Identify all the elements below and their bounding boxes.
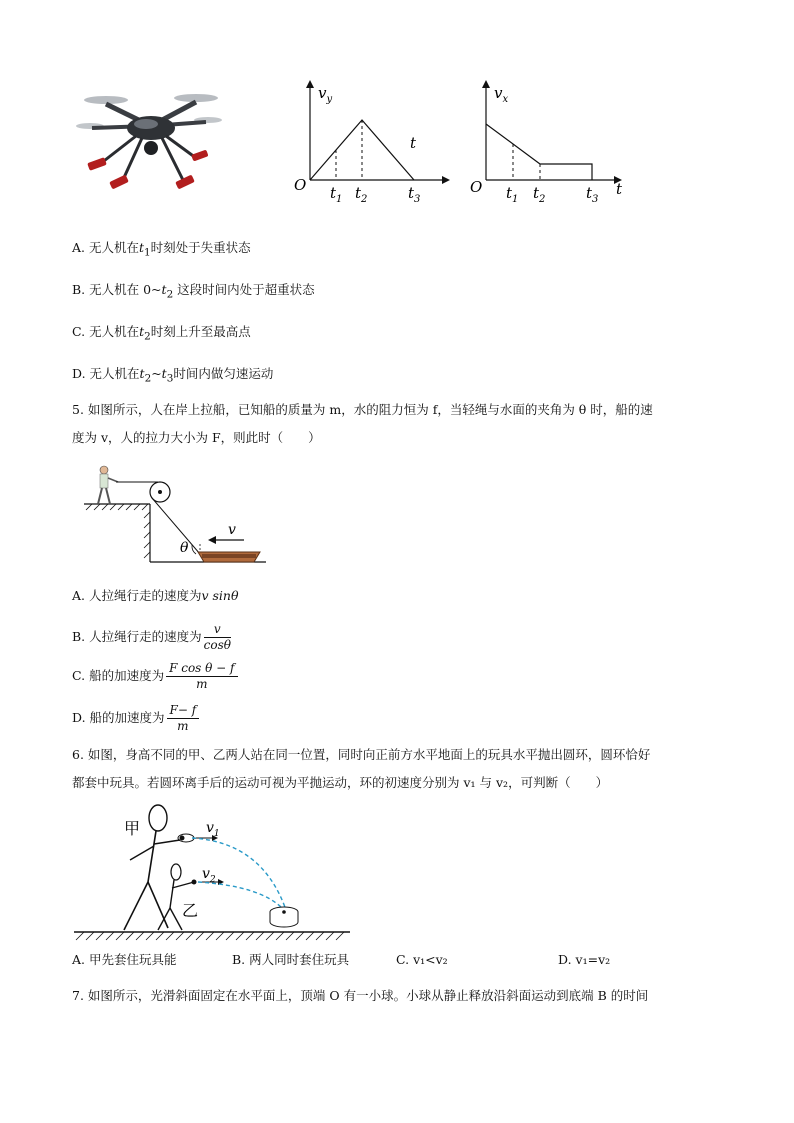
vy-tick-t2: $t_2$ bbox=[355, 184, 368, 205]
q5-figure bbox=[80, 458, 270, 574]
q5-option-c: C. 船的加速度为 $\frac{\text{F cos θ − f}}{m}$ bbox=[72, 661, 238, 692]
vx-tick-t3: $t_3$ bbox=[586, 184, 599, 205]
vy-axis-label: $v_y$ bbox=[318, 84, 333, 105]
q5-option-b: B. 人拉绳行走的速度为 $\frac{v}{\cos\theta}$ bbox=[72, 622, 231, 652]
q4-option-a: A. 无人机在$t_1$时刻处于失重状态 bbox=[72, 240, 251, 259]
vx-origin-label: O bbox=[470, 178, 483, 196]
vx-graph bbox=[466, 78, 636, 208]
vy-graph bbox=[292, 78, 452, 208]
q4-option-d: D. 无人机在$t_2\sim t_3$时间内做匀速运动 bbox=[72, 366, 274, 385]
q5-option-d: D. 船的加速度为 $\frac{F- f}{m}$ bbox=[72, 703, 199, 734]
q6-option-c: C. v₁<v₂ bbox=[396, 952, 448, 967]
q6-figure bbox=[72, 800, 352, 942]
q5-option-a: A. 人拉绳行走的速度为v sinθ bbox=[72, 588, 239, 603]
q5-theta-label: θ bbox=[180, 540, 189, 556]
vy-tick-t3: $t_3$ bbox=[408, 184, 421, 205]
q6-yi-label: 乙 bbox=[182, 901, 199, 920]
q5-stem: 5. 如图所示，人在岸上拉船，已知船的质量为 m，水的阻力恒为 f，当轻绳与水面的夹角为 θ 时，船的速 度为 v，人的拉力大小为 F，则此时（ ） bbox=[72, 402, 653, 445]
q6-option-b: B. 两人同时套住玩具 bbox=[232, 952, 350, 967]
q6-v1-label: $v_1$ bbox=[206, 820, 220, 839]
q7-stem: 7. 如图所示，光滑斜面固定在水平面上，顶端 O 有一小球。小球从静止释放沿斜面运动到底端 B 的时间 bbox=[72, 988, 649, 1003]
vy-tick-t1: $t_1$ bbox=[330, 184, 343, 205]
q6-stem: 6. 如图，身高不同的甲、乙两人站在同一位置，同时向正前方水平地面上的玩具水平抛出圆环，圆环恰好 都套中玩具。若圆环离手后的运动可视为平抛运动，环的初速度分别为 v₁ 与 v₂，可判断（ ） bbox=[72, 747, 651, 790]
q6-jia-label: 甲 bbox=[124, 819, 141, 838]
q5-v-label: v bbox=[228, 522, 236, 538]
vx-axis-label: $v_x$ bbox=[494, 84, 509, 105]
vy-t-label: t bbox=[410, 134, 417, 152]
drone-image bbox=[76, 86, 226, 202]
q6-v2-label: $v_2$ bbox=[202, 866, 216, 885]
vx-tick-t1: $t_1$ bbox=[506, 184, 519, 205]
q6-option-a: A. 甲先套住玩具能 bbox=[72, 952, 177, 967]
vx-t-label: t bbox=[616, 180, 623, 198]
vy-origin-label: O bbox=[294, 176, 307, 194]
vx-tick-t2: $t_2$ bbox=[533, 184, 546, 205]
q4-option-c: C. 无人机在$t_2$时刻上升至最高点 bbox=[72, 324, 251, 343]
q6-option-d: D. v₁=v₂ bbox=[558, 952, 611, 967]
q4-option-b: B. 无人机在 $0\sim t_2$ 这段时间内处于超重状态 bbox=[72, 282, 315, 301]
